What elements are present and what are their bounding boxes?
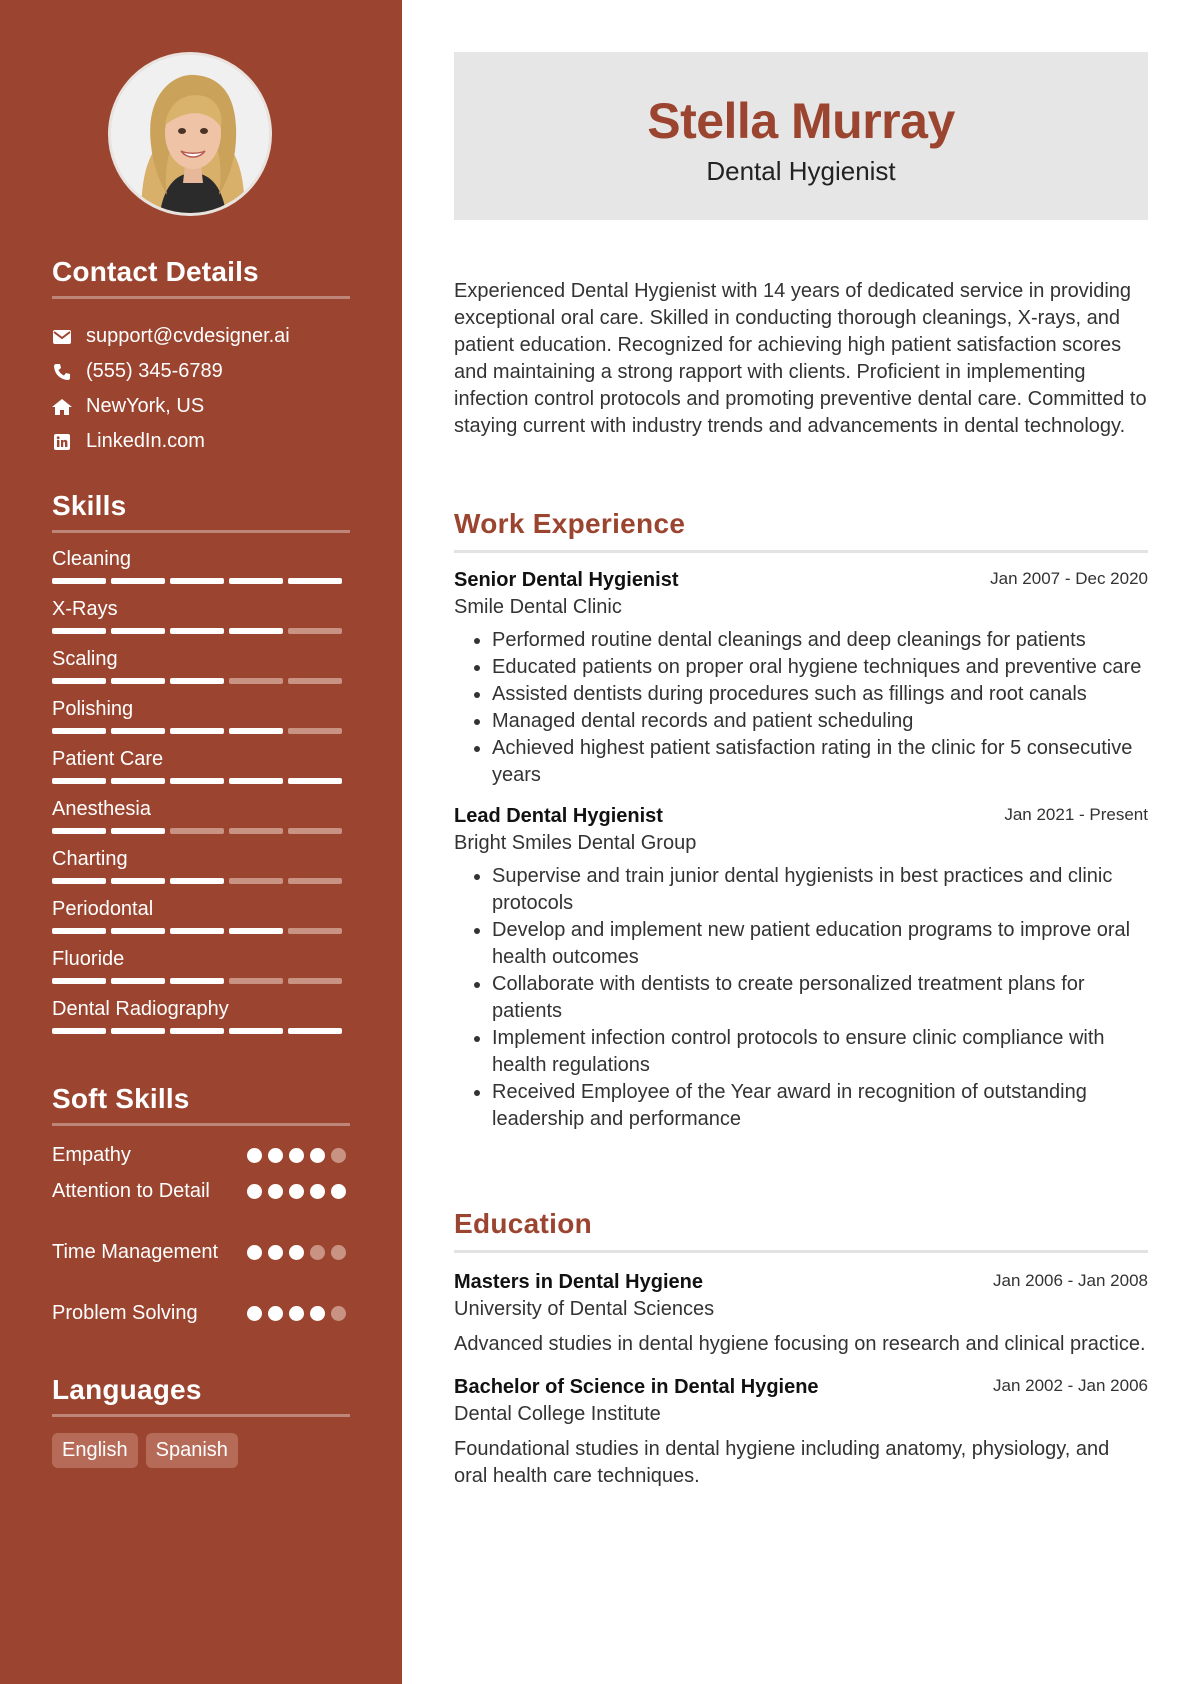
skill-level-segment-filled — [111, 578, 165, 584]
skill-label: Cleaning — [52, 548, 131, 570]
degree-institution: Dental College Institute — [454, 1403, 661, 1425]
job-bullet: • Received Employee of the Year award in recognition of outstanding leadership and performance — [492, 1079, 1148, 1133]
skill-level-segment-filled — [170, 978, 224, 984]
job-bullet: • Performed routine dental cleanings and deep cleanings for patients — [492, 627, 1148, 654]
contact-linkedin-text: LinkedIn.com — [86, 430, 205, 452]
soft-skill-label: Problem Solving — [52, 1302, 198, 1324]
skill-level-bar — [52, 778, 342, 784]
skill-level-segment-filled — [111, 978, 165, 984]
skill-level-segment-filled — [170, 578, 224, 584]
job-bullet: • Develop and implement new patient education programs to improve oral health outcomes — [492, 917, 1148, 971]
work-experience-heading: Work Experience — [454, 508, 1148, 553]
rating-dot-filled — [268, 1148, 283, 1163]
degree-description: Advanced studies in dental hygiene focusing on research and clinical practice. — [454, 1333, 1146, 1355]
skills-heading: Skills — [52, 490, 350, 533]
skill-level-segment-filled — [111, 628, 165, 634]
job-title: Lead Dental Hygienist — [454, 805, 663, 827]
education-entry — [454, 1269, 1148, 1358]
rating-dot-empty — [331, 1306, 346, 1321]
rating-dot-empty — [331, 1148, 346, 1163]
soft-skill-label: Time Management — [52, 1241, 218, 1263]
soft-skills-heading: Soft Skills — [52, 1083, 350, 1126]
sidebar — [0, 0, 402, 1684]
rating-dot-filled — [289, 1184, 304, 1199]
skill-level-segment-filled — [229, 778, 283, 784]
linkedin-icon — [52, 432, 72, 452]
skill-item — [52, 991, 350, 1041]
skill-level-segment-filled — [170, 1028, 224, 1034]
degree-description: Foundational studies in dental hygiene including anatomy, physiology, and oral health care techniques. — [454, 1438, 1110, 1487]
skill-level-segment-empty — [170, 828, 224, 834]
skill-item — [52, 741, 350, 791]
name-header — [454, 52, 1148, 220]
job-dates: Jan 2021 - Present — [1004, 805, 1148, 824]
rating-dot-filled — [247, 1306, 262, 1321]
job-bullet: • Collaborate with dentists to create personalized treatment plans for patients — [492, 971, 1148, 1025]
job-title: Senior Dental Hygienist — [454, 569, 679, 591]
job-dates: Jan 2007 - Dec 2020 — [990, 569, 1148, 588]
job-company: Bright Smiles Dental Group — [454, 832, 697, 854]
profile-photo — [108, 52, 272, 216]
contact-location — [52, 389, 350, 424]
rating-dot-filled — [310, 1306, 325, 1321]
rating-dot-filled — [289, 1306, 304, 1321]
skill-level-bar — [52, 878, 342, 884]
soft-skill-label: Attention to Detail — [52, 1180, 210, 1202]
rating-dot-empty — [331, 1245, 346, 1260]
skill-level-segment-filled — [229, 578, 283, 584]
skill-item — [52, 791, 350, 841]
soft-skills-list — [52, 1142, 350, 1330]
education-heading: Education — [454, 1208, 1148, 1253]
rating-dot-filled — [310, 1184, 325, 1199]
contact-email-text: support@cvdesigner.ai — [86, 325, 290, 347]
skill-label: Anesthesia — [52, 798, 151, 820]
skill-item — [52, 891, 350, 941]
skill-level-segment-filled — [111, 828, 165, 834]
skills-list — [52, 541, 350, 1041]
job-entry — [454, 567, 1148, 789]
candidate-title: Dental Hygienist — [706, 156, 896, 186]
job-entry — [454, 803, 1148, 1133]
skill-label: Charting — [52, 848, 128, 870]
skill-level-segment-empty — [229, 878, 283, 884]
job-bullets — [454, 627, 1148, 789]
job-bullet: • Managed dental records and patient scheduling — [492, 708, 1148, 735]
skill-level-segment-filled — [170, 778, 224, 784]
skill-item — [52, 591, 350, 641]
skill-label: Periodontal — [52, 898, 154, 920]
skill-level-segment-filled — [111, 878, 165, 884]
skill-label: Polishing — [52, 698, 134, 720]
skill-level-segment-filled — [170, 678, 224, 684]
soft-skill-rating — [247, 1184, 346, 1199]
skill-label: X-Rays — [52, 598, 118, 620]
candidate-name: Stella Murray — [647, 93, 955, 149]
degree-title: Bachelor of Science in Dental Hygiene — [454, 1376, 819, 1398]
skill-level-segment-filled — [170, 928, 224, 934]
skill-level-segment-empty — [288, 828, 342, 834]
work-experience-section — [454, 508, 1148, 1133]
rating-dot-filled — [268, 1184, 283, 1199]
rating-dot-filled — [247, 1245, 262, 1260]
soft-skill-rating — [247, 1245, 346, 1260]
skill-level-segment-filled — [111, 728, 165, 734]
skill-level-segment-filled — [170, 878, 224, 884]
phone-icon — [52, 362, 72, 382]
skill-level-segment-filled — [229, 628, 283, 634]
skill-level-segment-filled — [288, 778, 342, 784]
skill-level-segment-filled — [111, 1028, 165, 1034]
profile-summary: Experienced Dental Hygienist with 14 years of dedicated service in providing exceptional oral care. Skilled in conducting thorough cleanings, X-rays, and patient education. Recognized for achieving high patient satisfaction scores and maintaining a strong rapport with clients. Proficient in implementing infection control protocols and promoting preventive dental care. Committed to staying current with industry trends and advancements in dental technology. — [454, 280, 1147, 437]
rating-dot-filled — [268, 1306, 283, 1321]
degree-title: Masters in Dental Hygiene — [454, 1271, 703, 1293]
job-bullets — [454, 863, 1148, 1133]
skill-level-bar — [52, 578, 342, 584]
skill-item — [52, 691, 350, 741]
skill-item — [52, 841, 350, 891]
skill-level-segment-empty — [229, 978, 283, 984]
skill-level-segment-filled — [52, 628, 106, 634]
skill-level-segment-empty — [288, 728, 342, 734]
skill-level-bar — [52, 1028, 342, 1034]
skill-level-segment-filled — [288, 578, 342, 584]
skill-level-segment-filled — [229, 928, 283, 934]
skill-level-segment-empty — [288, 628, 342, 634]
language-chips — [52, 1433, 350, 1468]
contact-list — [52, 319, 350, 459]
home-icon — [52, 397, 72, 417]
soft-skill-rating — [247, 1306, 346, 1321]
skill-level-segment-filled — [52, 578, 106, 584]
contact-section — [52, 256, 350, 459]
soft-skill-rating — [247, 1148, 346, 1163]
rating-dot-filled — [247, 1184, 262, 1199]
skill-level-segment-empty — [288, 928, 342, 934]
skill-label: Patient Care — [52, 748, 164, 770]
skill-level-segment-filled — [288, 1028, 342, 1034]
job-bullet: • Assisted dentists during procedures such as fillings and root canals — [492, 681, 1148, 708]
rating-dot-filled — [289, 1245, 304, 1260]
skill-level-segment-filled — [111, 678, 165, 684]
contact-location-text: NewYork, US — [86, 395, 205, 417]
education-section — [454, 1208, 1148, 1490]
skill-label: Dental Radiography — [52, 998, 229, 1020]
language-chip-english: English — [52, 1433, 138, 1468]
skill-level-segment-filled — [52, 928, 106, 934]
rating-dot-filled — [289, 1148, 304, 1163]
rating-dot-empty — [310, 1245, 325, 1260]
skill-label: Scaling — [52, 648, 118, 670]
skill-level-segment-filled — [52, 828, 106, 834]
skill-level-segment-filled — [170, 628, 224, 634]
soft-skill-item — [52, 1178, 350, 1239]
degree-dates: Jan 2006 - Jan 2008 — [992, 1271, 1148, 1290]
contact-phone[interactable] — [52, 354, 350, 389]
skill-level-segment-filled — [111, 778, 165, 784]
languages-heading: Languages — [52, 1374, 350, 1417]
languages-section — [52, 1374, 350, 1468]
skill-level-segment-filled — [52, 978, 106, 984]
skill-level-bar — [52, 928, 342, 934]
contact-phone-text: (555) 345-6789 — [86, 360, 223, 382]
skill-label: Fluoride — [52, 948, 125, 970]
skills-section — [52, 490, 350, 1041]
soft-skill-item — [52, 1142, 350, 1178]
skill-level-bar — [52, 728, 342, 734]
skill-item — [52, 941, 350, 991]
skill-level-segment-filled — [52, 678, 106, 684]
skill-level-segment-filled — [52, 728, 106, 734]
job-bullet: • Educated patients on proper oral hygiene techniques and preventive care — [492, 654, 1148, 681]
soft-skill-label: Empathy — [52, 1144, 131, 1166]
skill-level-segment-empty — [288, 978, 342, 984]
skill-level-segment-filled — [52, 778, 106, 784]
rating-dot-filled — [310, 1148, 325, 1163]
degree-institution: University of Dental Sciences — [454, 1298, 715, 1320]
job-bullet: • Achieved highest patient satisfaction rating in the clinic for 5 consecutive years — [492, 735, 1148, 789]
skill-item — [52, 541, 350, 591]
skill-level-segment-filled — [229, 1028, 283, 1034]
skill-level-bar — [52, 628, 342, 634]
job-company: Smile Dental Clinic — [454, 596, 622, 618]
skill-level-segment-empty — [229, 678, 283, 684]
language-chip-spanish: Spanish — [146, 1433, 238, 1468]
soft-skills-section — [52, 1083, 350, 1330]
skill-level-bar — [52, 828, 342, 834]
soft-skill-item — [52, 1239, 350, 1300]
skill-level-segment-filled — [52, 878, 106, 884]
soft-skill-item — [52, 1300, 350, 1330]
skill-level-segment-filled — [52, 1028, 106, 1034]
rating-dot-filled — [247, 1148, 262, 1163]
skill-level-segment-empty — [288, 878, 342, 884]
education-entry — [454, 1374, 1148, 1490]
skill-level-segment-empty — [229, 828, 283, 834]
rating-dot-filled — [331, 1184, 346, 1199]
contact-heading: Contact Details — [52, 256, 350, 299]
envelope-icon — [52, 327, 72, 347]
job-bullet: • Supervise and train junior dental hygienists in best practices and clinic protocols — [492, 863, 1148, 917]
skill-level-segment-filled — [111, 928, 165, 934]
skill-item — [52, 641, 350, 691]
skill-level-bar — [52, 978, 342, 984]
skill-level-segment-empty — [288, 678, 342, 684]
contact-email[interactable] — [52, 319, 350, 354]
contact-linkedin[interactable] — [52, 424, 350, 459]
skill-level-bar — [52, 678, 342, 684]
job-bullet: • Implement infection control protocols to ensure clinic compliance with health regulations — [492, 1025, 1148, 1079]
portrait-image — [111, 55, 272, 216]
rating-dot-filled — [268, 1245, 283, 1260]
degree-dates: Jan 2002 - Jan 2006 — [992, 1376, 1148, 1395]
skill-level-segment-filled — [229, 728, 283, 734]
skill-level-segment-filled — [170, 728, 224, 734]
